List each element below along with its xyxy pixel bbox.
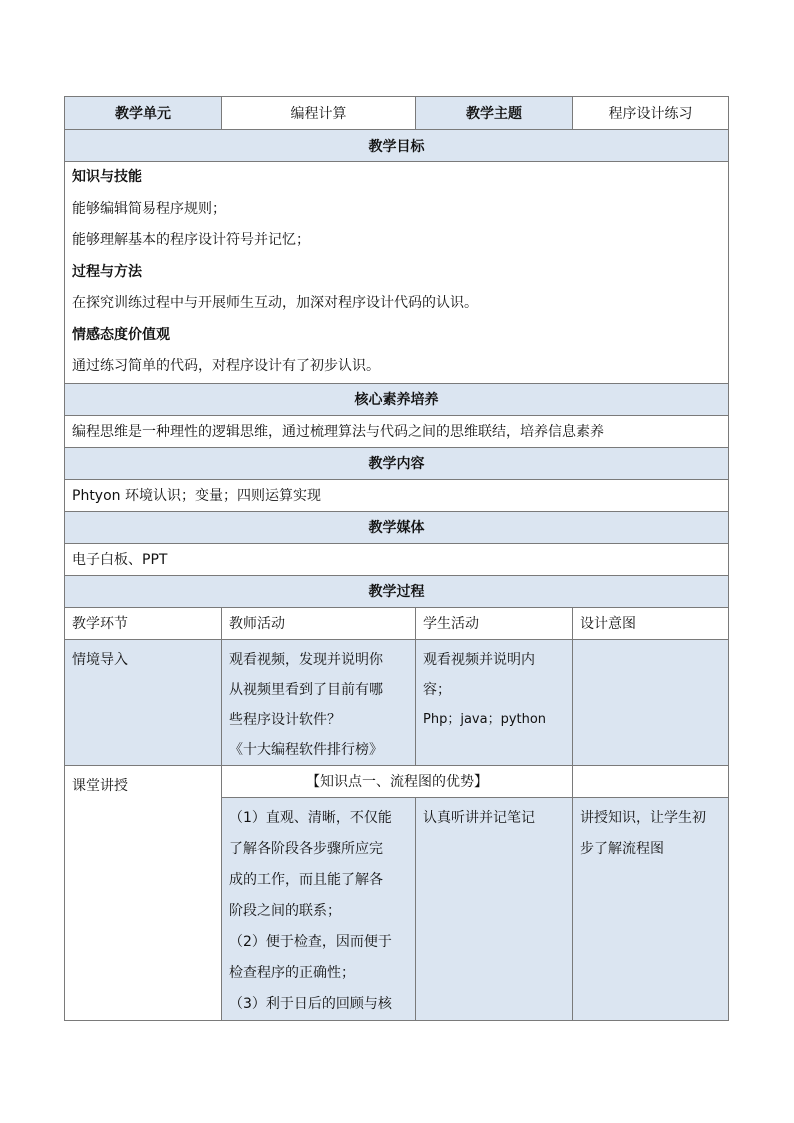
knowledge-item-2: 能够理解基本的程序设计符号并记忆；	[72, 232, 310, 248]
objectives-title-row	[65, 130, 729, 162]
literacy-body-row	[65, 415, 729, 447]
media-text: 电子白板、PPT	[65, 543, 729, 575]
column-header-teacher: 教师活动	[222, 607, 416, 639]
literacy-text: 编程思维是一种理性的逻辑思维，通过梳理算法与代码之间的思维联结，培养信息素养	[65, 415, 729, 447]
lesson-plan-table	[64, 96, 729, 1021]
intro-student-activity	[416, 639, 573, 765]
process-heading: 过程与方法	[72, 263, 142, 280]
attitude-item-1: 通过练习简单的代码，对程序设计有了初步认识。	[72, 358, 380, 374]
content-title-row	[65, 447, 729, 479]
intro-row	[65, 639, 729, 765]
attitude-heading: 情感态度价值观	[72, 326, 170, 343]
intro-teacher-line-4: 《十大编程软件排行榜》	[229, 741, 383, 758]
media-title: 教学媒体	[65, 511, 729, 543]
media-title-row	[65, 511, 729, 543]
lecture-teacher-activity	[222, 797, 416, 1020]
knowledge-point-intent-empty	[573, 765, 729, 797]
objectives-body	[65, 162, 729, 384]
column-header-intent: 设计意图	[573, 607, 729, 639]
column-header-student: 学生活动	[416, 607, 573, 639]
lecture-intent-line-2: 步了解流程图	[580, 840, 664, 857]
lecture-knowledge-row	[65, 765, 729, 797]
intro-stage: 情境导入	[65, 639, 222, 765]
lecture-teacher-line-7: （3）利于日后的回顾与核	[229, 995, 392, 1012]
process-title: 教学过程	[65, 575, 729, 607]
lecture-design-intent	[573, 797, 729, 1020]
lecture-teacher-line-4: 阶段之间的联系；	[229, 902, 341, 919]
intro-teacher-activity	[222, 639, 416, 765]
content-body-row	[65, 479, 729, 511]
lecture-stage: 课堂讲授	[65, 765, 222, 1020]
intro-student-line-3: Php；java；python	[423, 711, 547, 727]
objectives-body-row	[65, 162, 729, 384]
intro-teacher-line-2: 从视频里看到了目前有哪	[229, 681, 383, 698]
intro-student-line-2: 容；	[423, 681, 451, 698]
lecture-student-activity: 认真听讲并记笔记	[416, 797, 573, 1020]
unit-label: 教学单元	[65, 97, 222, 130]
media-body-row	[65, 543, 729, 575]
intro-teacher-line-3: 些程序设计软件？	[229, 711, 341, 728]
topic-value: 程序设计练习	[573, 97, 729, 130]
intro-teacher-line-1: 观看视频，发现并说明你	[229, 651, 383, 668]
unit-value: 编程计算	[222, 97, 416, 130]
intro-design-intent	[573, 639, 729, 765]
knowledge-point-title: 【知识点一、流程图的优势】	[222, 765, 573, 797]
lecture-teacher-line-2: 了解各阶段各步骤所应完	[229, 840, 383, 857]
column-header-stage: 教学环节	[65, 607, 222, 639]
content-text: Phtyon 环境认识；变量；四则运算实现	[65, 479, 729, 511]
intro-student-line-1: 观看视频并说明内	[423, 651, 535, 668]
lecture-teacher-line-3: 成的工作，而且能了解各	[229, 871, 383, 888]
process-title-row	[65, 575, 729, 607]
knowledge-item-1: 能够编辑简易程序规则；	[72, 200, 226, 217]
literacy-title-row	[65, 383, 729, 415]
process-columns-row	[65, 607, 729, 639]
lecture-teacher-line-6: 检查程序的正确性；	[229, 964, 355, 981]
objectives-title: 教学目标	[65, 130, 729, 162]
process-item-1: 在探究训练过程中与开展师生互动，加深对程序设计代码的认识。	[72, 295, 478, 311]
lecture-intent-line-1: 讲授知识，让学生初	[580, 809, 706, 826]
lecture-teacher-line-5: （2）便于检查，因而便于	[229, 933, 392, 950]
literacy-title: 核心素养培养	[65, 383, 729, 415]
topic-label: 教学主题	[416, 97, 573, 130]
lecture-teacher-line-1: （1）直观、清晰，不仅能	[229, 809, 392, 826]
header-row	[65, 97, 729, 130]
content-title: 教学内容	[65, 447, 729, 479]
knowledge-heading: 知识与技能	[72, 169, 142, 185]
